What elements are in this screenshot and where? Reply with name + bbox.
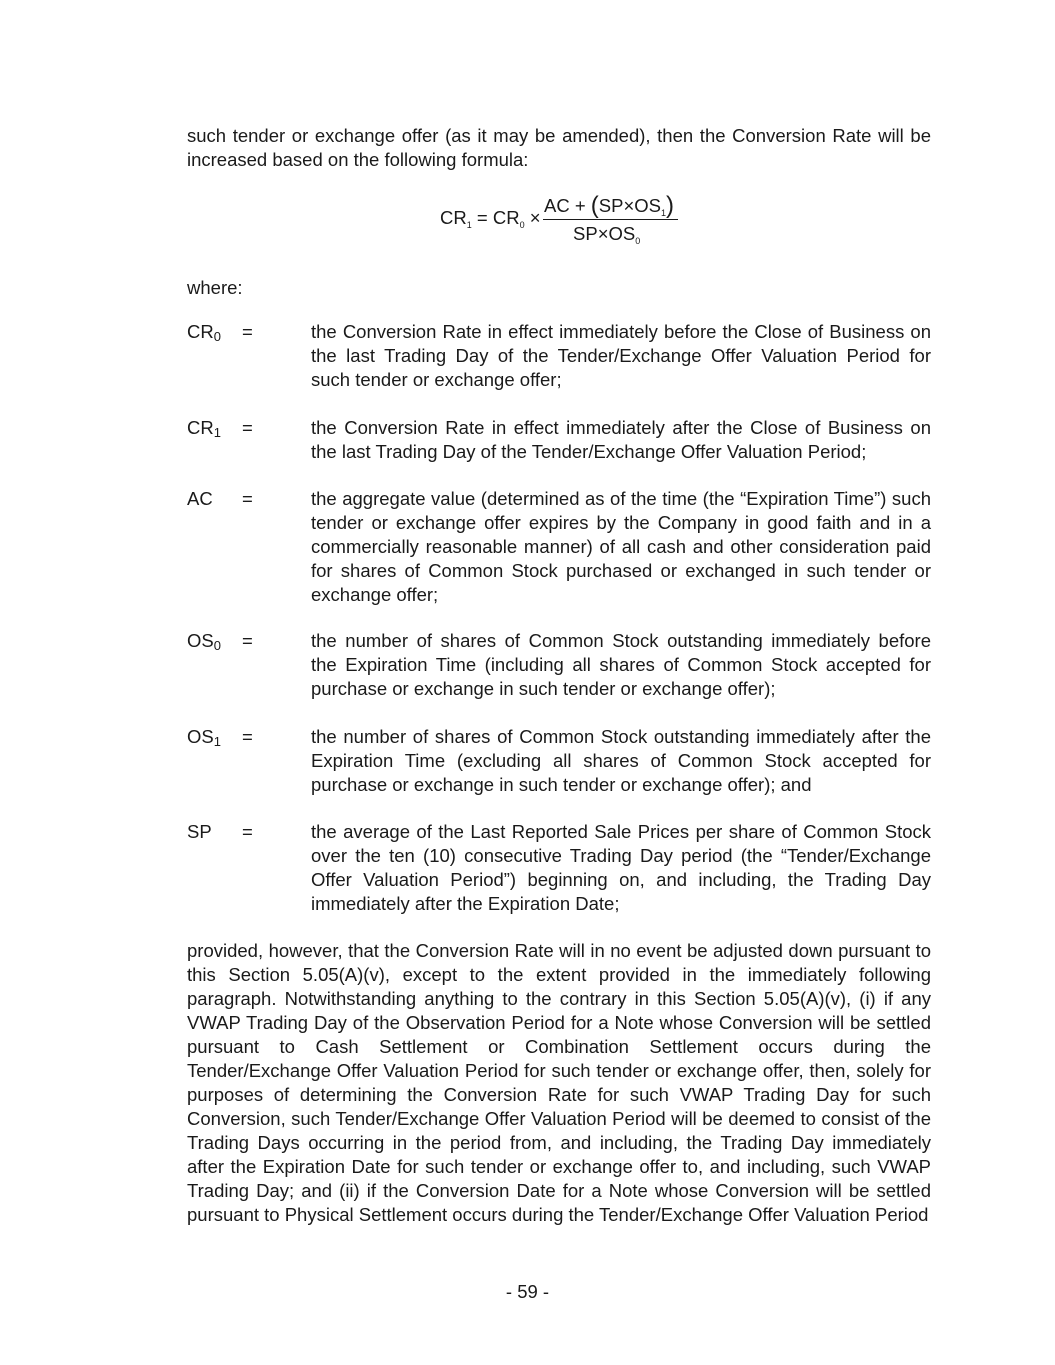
formula-denominator: $SP\times OS_0$ bbox=[573, 223, 641, 246]
definition-term: $CR_0$ bbox=[187, 321, 221, 344]
formula-numerator: AC + $(SP\times OS_1)$ bbox=[544, 192, 675, 219]
definition-equals: = bbox=[242, 726, 253, 747]
definition-equals: = bbox=[242, 630, 253, 651]
definition-term: AC bbox=[187, 488, 213, 509]
page-number: - 59 - bbox=[505, 1281, 550, 1302]
formula-left-side: $CR_1 = CR_0$ × bbox=[440, 207, 541, 230]
definition-text: the aggregate value (determined as of the time (the “Expiration Time”) such tender or exchange offer expires by the Company in good faith and in a commercially reasonable manner) of all cash and other consideration paid for shares of Common Stock purchased or exchanged in such tender or exchange offer; bbox=[311, 488, 931, 605]
definition-equals: = bbox=[242, 488, 253, 509]
conversion-rate-formula bbox=[440, 192, 700, 254]
fraction-bar bbox=[543, 219, 678, 220]
proviso-paragraph: provided, however, that the Conversion Rate will in no event be adjusted down pursuant to this Section 5.05(A)(v), except to the extent provided in the immediately following paragraph. Notwithstanding anything to the contrary in this Section 5.05(A)(v), (i) if any VWAP Trading Day of the Observation Period for a Note whose Conversion will be settled pursuant to Cash Settlement or Combination Settlement occurs during the Tender/Exchange Offer Valuation Period for such tender or exchange offer, then, solely for purposes of determining the Conversion Rate for such VWAP Trading Day for such Conversion, such Tender/Exchange Offer Valuation Period will be deemed to consist of the Trading Days occurring in the period from, and including, the Trading Day immediately after the Expiration Date for such tender or exchange offer to, and including, such VWAP Trading Day; and (ii) if the Conversion Date for a Note whose Conversion will be settled pursuant to Physical Settlement occurs during the Tender/Exchange Offer Valuation Period bbox=[187, 940, 931, 1225]
definition-term: $CR_1$ bbox=[187, 417, 221, 440]
definition-term: SP bbox=[187, 821, 212, 842]
definition-equals: = bbox=[242, 321, 253, 342]
definition-equals: = bbox=[242, 821, 253, 842]
intro-paragraph: such tender or exchange offer (as it may be amended), then the Conversion Rate will be increased based on the following formula: bbox=[187, 125, 931, 170]
definition-text: the number of shares of Common Stock outstanding immediately before the Expiration Time (including all shares of Common Stock accepted for purchase or exchange in such tender or exchange offer); bbox=[311, 630, 931, 699]
definition-term: $OS_0$ bbox=[187, 630, 221, 653]
definition-equals: = bbox=[242, 417, 253, 438]
definition-term: $OS_1$ bbox=[187, 726, 221, 749]
where-label: where: bbox=[187, 277, 243, 298]
definition-text: the number of shares of Common Stock outstanding immediately after the Expiration Time (excluding all shares of Common Stock accepted for purchase or exchange in such tender or exchange offer); and bbox=[311, 726, 931, 795]
definition-text: the Conversion Rate in effect immediately after the Close of Business on the last Trading Day of the Tender/Exchange Offer Valuation Period; bbox=[311, 417, 931, 462]
definition-text: the Conversion Rate in effect immediately before the Close of Business on the last Trading Day of the Tender/Exchange Offer Valuation Period for such tender or exchange offer; bbox=[311, 321, 931, 390]
definition-text: the average of the Last Reported Sale Prices per share of Common Stock over the ten (10) consecutive Trading Day period (the “Tender/Exchange Offer Valuation Period”) beginning on, and including, the Trading Day immediately after the Expiration Date; bbox=[311, 821, 931, 914]
